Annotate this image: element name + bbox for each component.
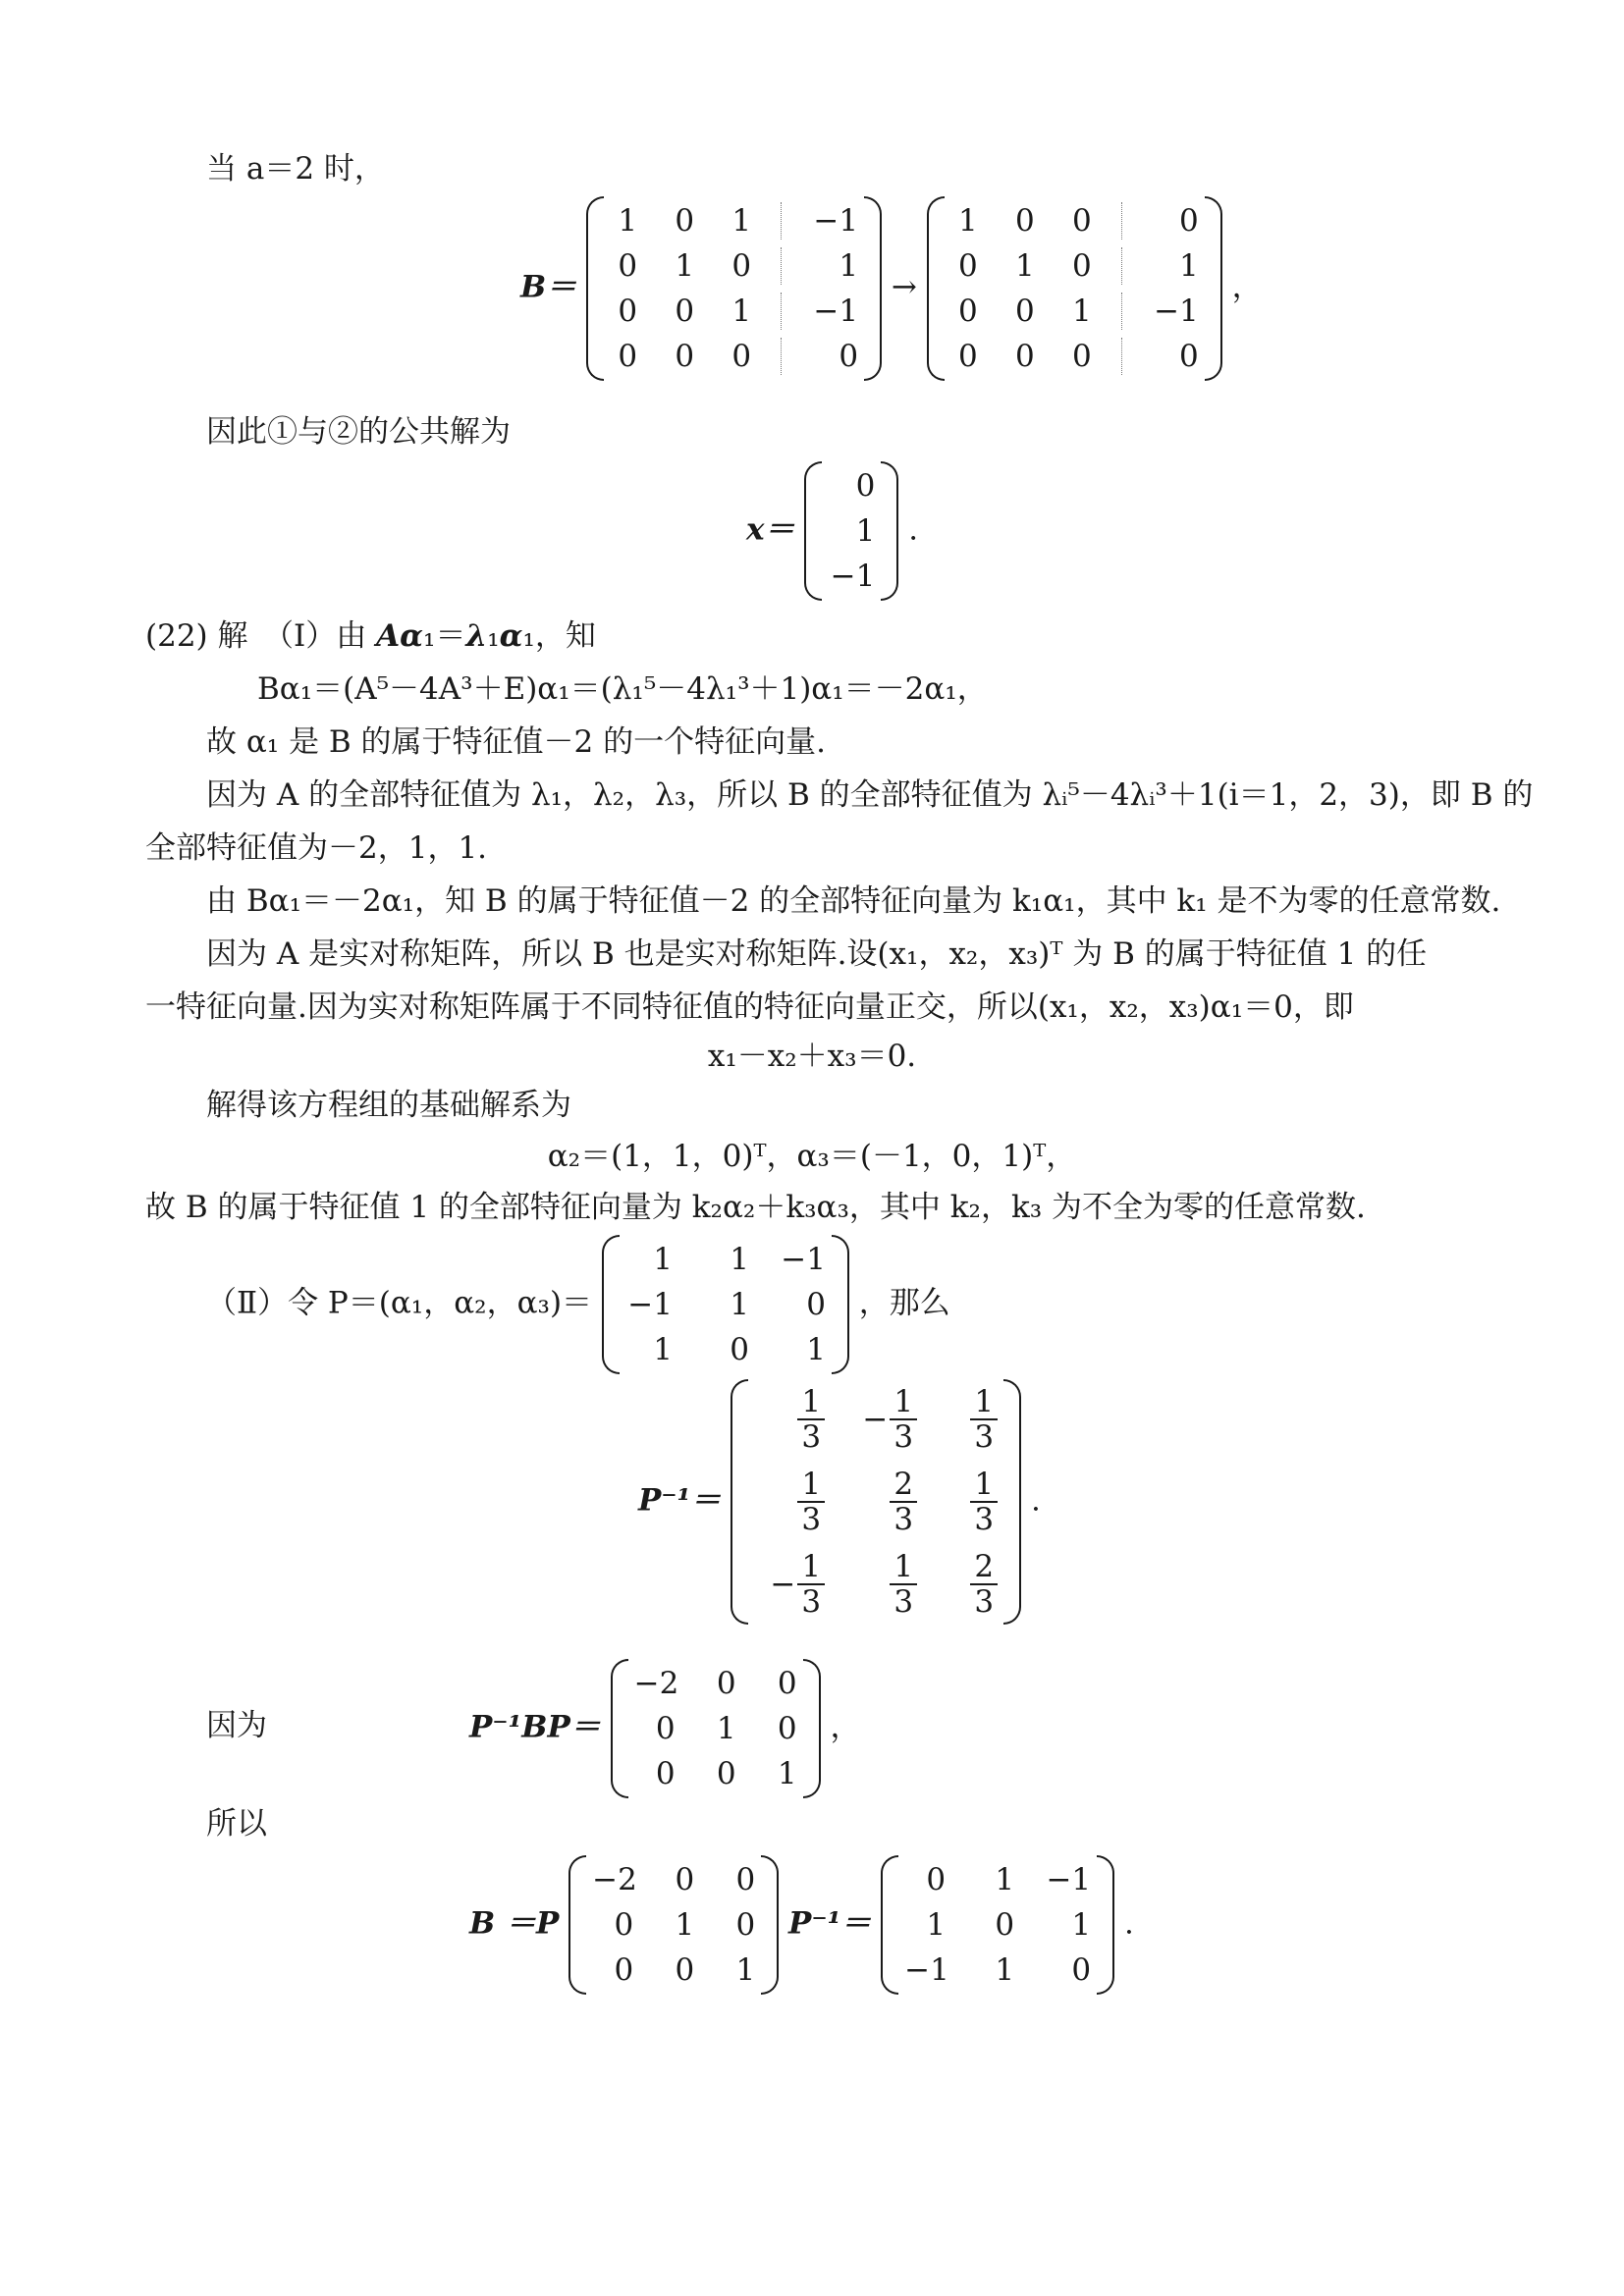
fraction [797,1550,825,1619]
eq-final-b: B ＝P −2 0 0 0 1 0 0 0 1 P⁻¹＝ 0 1 −1 1 0 1 −1 1 0 . [469,1855,1134,1995]
fraction [890,1468,917,1536]
matrix-cell: 0 [1071,1952,1092,1988]
augment-separator [1121,202,1122,240]
matrix-cell: 0 [655,1711,676,1746]
matrix-cell: 0 [1015,203,1035,239]
denominator: 3 [974,1419,995,1455]
augment-separator [781,293,782,330]
matrix-cell: −1 [781,1242,826,1277]
matrix-cell: 1 [1072,294,1092,329]
text-so: 所以 [206,1806,267,1842]
matrix-cell [754,1468,825,1536]
augment-separator [1121,247,1122,285]
matrix-cell: 0 [655,1756,676,1791]
eq-matrix-b-reduction: B＝ 1 0 1 −1 0 1 0 1 0 0 1 −1 0 0 0 0 → 1 0 0 0 0 1 0 1 0 0 1 −1 0 0 0 0 ， [520,196,1263,381]
matrix-cell: 0 [958,294,978,329]
matrix-cell: 0 [1015,339,1035,374]
matrix-cell: 1 [777,1756,797,1791]
matrix-cell: 1 [806,1332,826,1367]
matrix-cell: −2 [633,1666,679,1701]
matrix-cell: 0 [806,1287,826,1322]
matrix-cell: 1 [675,248,695,284]
fraction [970,1385,998,1454]
matrix-cell: −1 [1046,1862,1092,1897]
matrix-cell: 0 [1179,339,1199,374]
denominator: 3 [893,1419,914,1455]
matrix-cell: −1 [830,559,876,594]
matrix-b-reduced [927,196,1222,381]
matrix-cell: 0 [958,248,978,284]
fraction [890,1385,917,1454]
matrix-cell: 1 [995,1862,1015,1897]
numerator: 2 [890,1468,917,1503]
text-line-t3: 全部特征值为－2，1，1. [145,830,488,866]
denominator: 3 [974,1502,995,1537]
text-line-common-solution: 因此①与②的公共解为 [206,414,511,450]
matrix-cell: 0 [995,1907,1015,1943]
matrix-cell: 1 [958,203,978,239]
matrix-cell: 0 [1072,248,1092,284]
matrix-cell: 0 [675,294,695,329]
matrix-cell: 1 [839,248,859,284]
augment-separator [1121,293,1122,330]
matrix-cell: 1 [855,513,876,549]
numerator: 1 [970,1385,998,1420]
eq-lhs: B＝ [520,269,577,305]
matrix-cell: 0 [839,339,859,374]
matrix-cell [846,1385,917,1454]
matrix-cell: 1 [618,203,638,239]
matrix-cell: 0 [735,1862,756,1897]
eq-basis: α₂＝(1，1，0)ᵀ，α₃＝(－1，0，1)ᵀ， [547,1139,1077,1174]
fraction [970,1468,998,1536]
matrix-cell: 1 [730,1287,749,1322]
fraction [797,1385,825,1454]
matrix-cell: 0 [675,203,695,239]
matrix-cell: 0 [675,1952,695,1988]
numerator: 1 [797,1468,825,1503]
matrix-cell: 0 [675,339,695,374]
matrix-cell: 1 [653,1332,673,1367]
vector-x [804,461,898,601]
numerator: 1 [797,1550,825,1585]
text-line-t7: 解得该方程组的基础解系为 [206,1088,571,1123]
matrix-cell [754,1550,825,1619]
matrix-cell [939,1468,998,1536]
fraction [797,1468,825,1536]
matrix-cell: 0 [731,248,752,284]
text-line-t2: 因为 A 的全部特征值为 λ₁，λ₂，λ₃，所以 B 的全部特征值为 λᵢ⁵－4λᵢ³＋1(i＝1，2，3)，即 B 的 [206,777,1534,813]
matrix-b-augmented [586,196,882,381]
matrix-cell: 1 [1071,1907,1092,1943]
eq-matrix-p: （Ⅱ）令 P＝(α₁，α₂，α₃)＝ 1 1 −1 −1 1 0 1 0 1 ，那么 [206,1235,950,1374]
matrix-p-inverse [731,1379,1021,1625]
matrix-cell: 0 [730,1332,749,1367]
augment-separator [781,247,782,285]
matrix-b-result [881,1855,1114,1995]
text-line-t4: 由 Bα₁＝－2α₁，知 B 的属于特征值－2 的全部特征向量为 k₁α₁，其中 k₁ 是不为零的任意常数. [206,883,1501,919]
matrix-p [602,1235,849,1374]
matrix-cell: 1 [735,1952,756,1988]
matrix-cell: 0 [675,1862,695,1897]
matrix-cell: 0 [777,1711,797,1746]
matrix-cell: 0 [614,1907,634,1943]
matrix-cell: 1 [926,1907,947,1943]
matrix-cell: −1 [904,1952,949,1988]
matrix-cell: 0 [1072,203,1092,239]
matrix-cell: 0 [618,294,638,329]
numerator: 2 [970,1550,998,1585]
matrix-cell: 0 [618,248,638,284]
text-line-1: 当 a＝2 时， [206,151,385,187]
matrix-cell: 0 [716,1666,736,1701]
augment-separator [781,202,782,240]
matrix-cell: 0 [618,339,638,374]
matrix-cell: 1 [995,1952,1015,1988]
text-line-t6: 一特征向量.因为实对称矩阵属于不同特征值的特征向量正交，所以(x₁，x₂，x₃)α₁＝0，即 [145,989,1354,1025]
matrix-cell: −1 [813,294,859,329]
denominator: 3 [801,1584,822,1620]
matrix-cell: 1 [731,203,752,239]
matrix-cell: 0 [735,1907,756,1943]
fraction [890,1550,917,1619]
eq-orthogonal: x₁－x₂＋x₃＝0. [707,1039,917,1074]
matrix-cell: −1 [627,1287,673,1322]
matrix-cell [939,1550,998,1619]
denominator: 3 [801,1419,822,1455]
sign: − [770,1567,796,1602]
matrix-cell: 0 [1179,203,1199,239]
matrix-cell: 0 [716,1756,736,1791]
augment-separator [781,338,782,375]
text-because: 因为 [206,1708,267,1743]
matrix-cell [846,1550,917,1619]
denominator: 3 [801,1502,822,1537]
denominator: 3 [893,1584,914,1620]
matrix-cell: 1 [1015,248,1035,284]
matrix-cell [846,1468,917,1536]
eq-diagonalization: P⁻¹BP＝ −2 0 0 0 1 0 0 0 1 ， [469,1659,860,1798]
denominator: 3 [893,1502,914,1537]
matrix-cell [939,1385,998,1454]
denominator: 3 [974,1584,995,1620]
matrix-cell: 0 [1015,294,1035,329]
matrix-cell: 0 [855,468,876,504]
eq-matrix-p-inverse: P⁻¹＝ $\frac{1}{3}$ − $\frac{1}{3}$ $\frac{1}{3}$ $\frac{1}{3}$ $\frac{2}{3}$ $\frac{1}{3}$ − $\frac{1}{3}$ $\frac{1}{3}$ $\frac{2}{3}$ . [638,1379,1041,1625]
matrix-cell: 0 [731,339,752,374]
numerator: 1 [890,1550,917,1585]
arrow: → [891,269,917,305]
matrix-cell: 0 [1072,339,1092,374]
matrix-cell: 1 [675,1907,695,1943]
matrix-cell: −1 [813,203,859,239]
matrix-cell: 1 [730,1242,749,1277]
matrix-cell: −1 [1154,294,1199,329]
matrix-cell: 0 [777,1666,797,1701]
matrix-cell: 0 [958,339,978,374]
fraction [970,1550,998,1619]
text-line-t8: 故 B 的属于特征值 1 的全部特征向量为 k₂α₂＋k₃α₃，其中 k₂，k₃ 为不全为零的任意常数. [145,1190,1366,1225]
matrix-cell: 0 [614,1952,634,1988]
sign: − [862,1402,889,1437]
matrix-cell: 1 [731,294,752,329]
matrix-cell: −2 [592,1862,637,1897]
matrix-cell: 1 [716,1711,736,1746]
numerator: 1 [797,1385,825,1420]
matrix-cell [754,1385,825,1454]
matrix-cell: 1 [653,1242,673,1277]
matrix-diagonal-2 [568,1855,779,1995]
problem-22-heading: (22) 解 （Ⅰ）由 Aα₁＝λ₁α₁，知 [145,618,596,654]
text-line-t5: 因为 A 是实对称矩阵，所以 B 也是实对称矩阵.设(x₁，x₂，x₃)ᵀ 为 B 的属于特征值 1 的任 [206,936,1428,972]
matrix-cell: 1 [1179,248,1199,284]
numerator: 1 [890,1385,917,1420]
text-line-t1: 故 α₁ 是 B 的属于特征值－2 的一个特征向量. [206,724,826,760]
augment-separator [1121,338,1122,375]
numerator: 1 [970,1468,998,1503]
matrix-cell: 0 [926,1862,947,1897]
eq-solution-vector: x＝ 0 1 −1 . [746,461,918,601]
matrix-diagonal [611,1659,821,1798]
eq-b-alpha1: Bα₁＝(A⁵－4A³＋E)α₁＝(λ₁⁵－4λ₁³＋1)α₁＝－2α₁， [257,671,988,707]
